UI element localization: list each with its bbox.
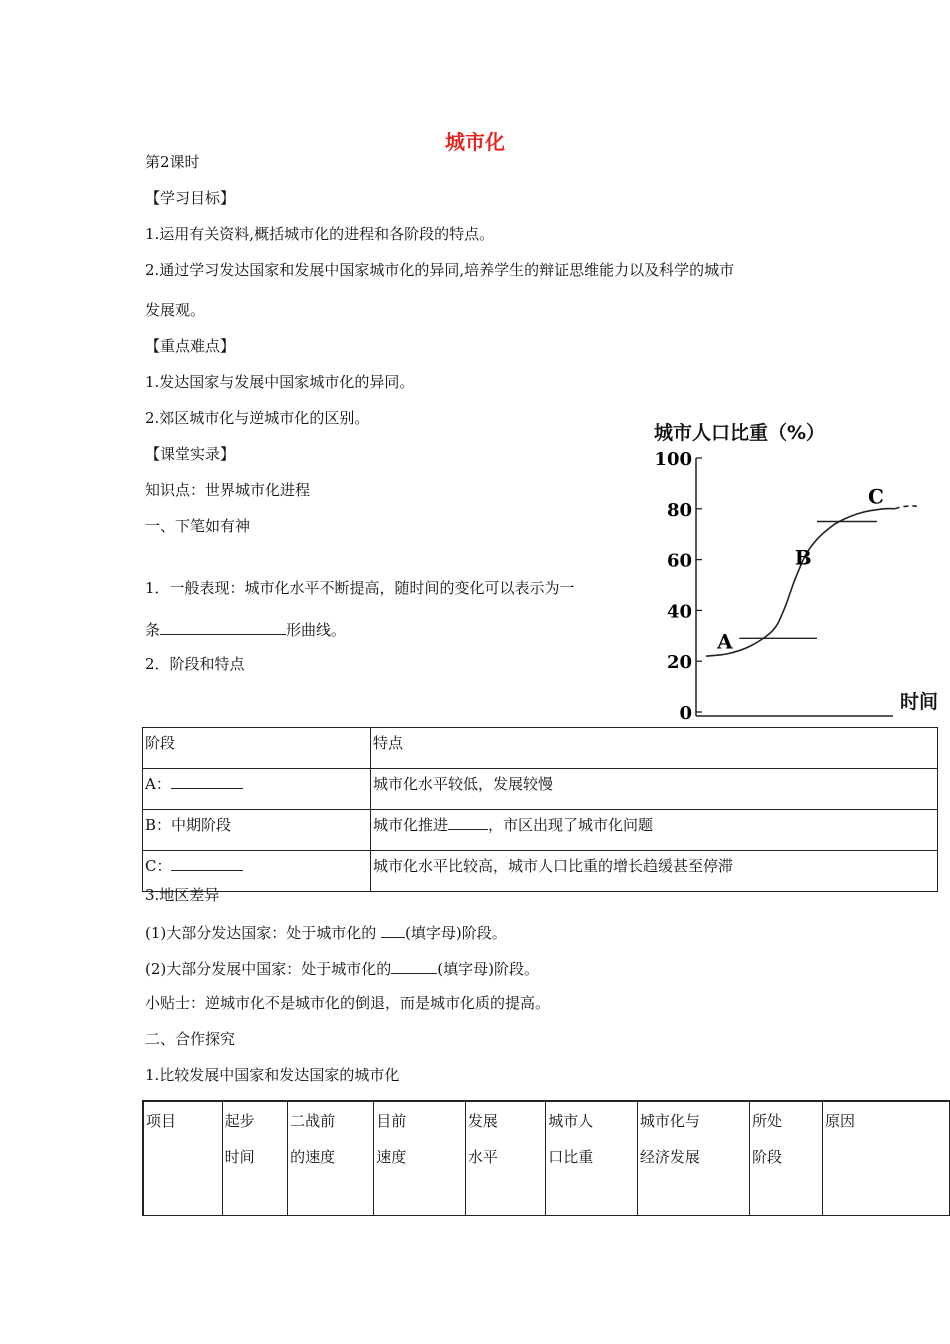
blank-developed-stage[interactable] bbox=[381, 921, 405, 938]
compare-title: 1.比较发展中国家和发达国家的城市化 bbox=[145, 1066, 400, 1084]
table-row bbox=[143, 1101, 950, 1216]
compare-header-urbanization-economy bbox=[637, 1101, 749, 1216]
blank-developing-stage[interactable] bbox=[391, 957, 437, 974]
section-1-heading: 一、下笔如有神 bbox=[145, 517, 251, 535]
compare-header-urban-population-share bbox=[546, 1101, 638, 1216]
chart-series-curve bbox=[706, 509, 895, 657]
question-3-1-suffix: (填字母)阶段。 bbox=[405, 924, 507, 942]
key-heading: 【重点难点】 bbox=[145, 337, 236, 355]
question-3-2 bbox=[145, 957, 539, 979]
chart-y-tick-label: 80 bbox=[666, 499, 692, 521]
compare-header-text: 城市人 bbox=[548, 1112, 594, 1130]
chart-y-tick-label: 100 bbox=[654, 449, 692, 470]
blank-stage-a[interactable] bbox=[171, 772, 243, 789]
compare-header-text: 经济发展 bbox=[639, 1148, 700, 1166]
question-2: 2．阶段和特点 bbox=[145, 655, 245, 673]
question-3-2-suffix: (填字母)阶段。 bbox=[437, 960, 539, 978]
compare-header-text: 的速度 bbox=[290, 1148, 336, 1166]
compare-header-current-speed bbox=[374, 1101, 466, 1216]
stage-b-feature bbox=[371, 810, 938, 851]
compare-header-reason bbox=[822, 1101, 949, 1216]
stage-a-label: A： bbox=[145, 775, 171, 793]
class-heading: 【课堂实录】 bbox=[145, 445, 236, 463]
chart-annotation-b: B bbox=[794, 545, 812, 570]
chart-annotation-a: A bbox=[717, 629, 733, 654]
table-header-stage: 阶段 bbox=[143, 728, 371, 769]
urbanization-chart bbox=[648, 416, 948, 726]
compare-header-text: 起步 bbox=[224, 1112, 255, 1130]
tip: 小贴士：逆城市化不是城市化的倒退，而是城市化质的提高。 bbox=[145, 994, 551, 1012]
chart-annotation-c: C bbox=[868, 484, 884, 509]
chart-xlabel: 时间 bbox=[900, 691, 939, 713]
section-2-heading: 二、合作探究 bbox=[145, 1030, 236, 1048]
key-point-1: 1.发达国家与发展中国家城市化的异同。 bbox=[145, 373, 415, 391]
compare-header-stage bbox=[749, 1101, 822, 1216]
question-1-line-2 bbox=[145, 618, 346, 640]
compare-table bbox=[142, 1100, 950, 1216]
stage-b-feature-post: ，市区出现了城市化问题 bbox=[488, 816, 654, 834]
chart-series-extension bbox=[895, 506, 917, 509]
question-1-suffix: 形曲线。 bbox=[286, 621, 347, 639]
question-3-1-prefix: (1)大部分发达国家：处于城市化的 bbox=[145, 924, 382, 942]
chart-y-tick-label: 20 bbox=[666, 652, 692, 674]
stage-a-cell bbox=[143, 769, 371, 810]
compare-header-prewar-speed bbox=[288, 1101, 374, 1216]
chart-y-tick-label: 0 bbox=[679, 703, 692, 724]
stage-c-feature: 城市化水平比较高，城市人口比重的增长趋缓甚至停滞 bbox=[371, 851, 938, 892]
compare-header-text: 原因 bbox=[824, 1112, 855, 1130]
stage-b-feature-pre: 城市化推进 bbox=[373, 816, 449, 834]
table-header-feature: 特点 bbox=[371, 728, 938, 769]
table-row bbox=[143, 810, 938, 851]
chart-ylabel: 城市人口比重（%） bbox=[654, 422, 826, 444]
goal-2-line-2: 发展观。 bbox=[145, 301, 206, 319]
compare-header-text: 阶段 bbox=[751, 1148, 782, 1166]
compare-header-text: 二战前 bbox=[290, 1112, 336, 1130]
goals-heading: 【学习目标】 bbox=[145, 189, 236, 207]
compare-header-text: 所处 bbox=[751, 1112, 782, 1130]
question-3-2-prefix: (2)大部分发展中国家：处于城市化的 bbox=[145, 960, 392, 978]
question-3-1 bbox=[145, 921, 507, 943]
compare-header-text: 目前 bbox=[376, 1112, 407, 1130]
stage-b-cell: B：中期阶段 bbox=[143, 810, 371, 851]
blank-stage-c[interactable] bbox=[171, 854, 243, 871]
chart-y-tick-label: 40 bbox=[666, 601, 692, 623]
compare-header-item bbox=[143, 1101, 222, 1216]
compare-header-development-level bbox=[465, 1101, 545, 1216]
blank-stage-b-speed[interactable] bbox=[448, 813, 488, 830]
blank-curve-shape[interactable] bbox=[160, 618, 286, 635]
chart-y-ticks bbox=[654, 449, 702, 724]
compare-header-text: 发展 bbox=[467, 1112, 498, 1130]
stage-table bbox=[142, 727, 938, 892]
page-title: 城市化 bbox=[445, 130, 505, 154]
goal-1: 1.运用有关资料,概括城市化的进程和各阶段的特点。 bbox=[145, 225, 495, 243]
knowledge-point: 知识点：世界城市化进程 bbox=[145, 481, 311, 499]
goal-2-line-1: 2.通过学习发达国家和发展中国家城市化的异同,培养学生的辩证思维能力以及科学的城市 bbox=[145, 261, 735, 279]
stage-c-label: C： bbox=[145, 857, 172, 875]
question-1-prefix: 条 bbox=[145, 621, 161, 639]
table-row bbox=[143, 769, 938, 810]
stage-a-feature: 城市化水平较低，发展较慢 bbox=[371, 769, 938, 810]
table-row bbox=[143, 728, 938, 769]
compare-header-text: 水平 bbox=[467, 1148, 498, 1166]
compare-header-text: 时间 bbox=[224, 1148, 255, 1166]
compare-header-text: 项目 bbox=[146, 1112, 177, 1130]
key-point-2: 2.郊区城市化与逆城市化的区别。 bbox=[145, 409, 370, 427]
compare-header-text: 口比重 bbox=[548, 1148, 594, 1166]
table-row bbox=[143, 851, 938, 892]
question-3: 3.地区差异 bbox=[145, 886, 220, 904]
lesson-label: 第2课时 bbox=[145, 153, 200, 171]
compare-header-text: 城市化与 bbox=[639, 1112, 700, 1130]
compare-header-start-time bbox=[222, 1101, 288, 1216]
question-1-line-1: 1．一般表现：城市化水平不断提高，随时间的变化可以表示为一 bbox=[145, 579, 575, 597]
compare-header-text: 速度 bbox=[376, 1148, 407, 1166]
chart-y-tick-label: 60 bbox=[666, 550, 692, 572]
